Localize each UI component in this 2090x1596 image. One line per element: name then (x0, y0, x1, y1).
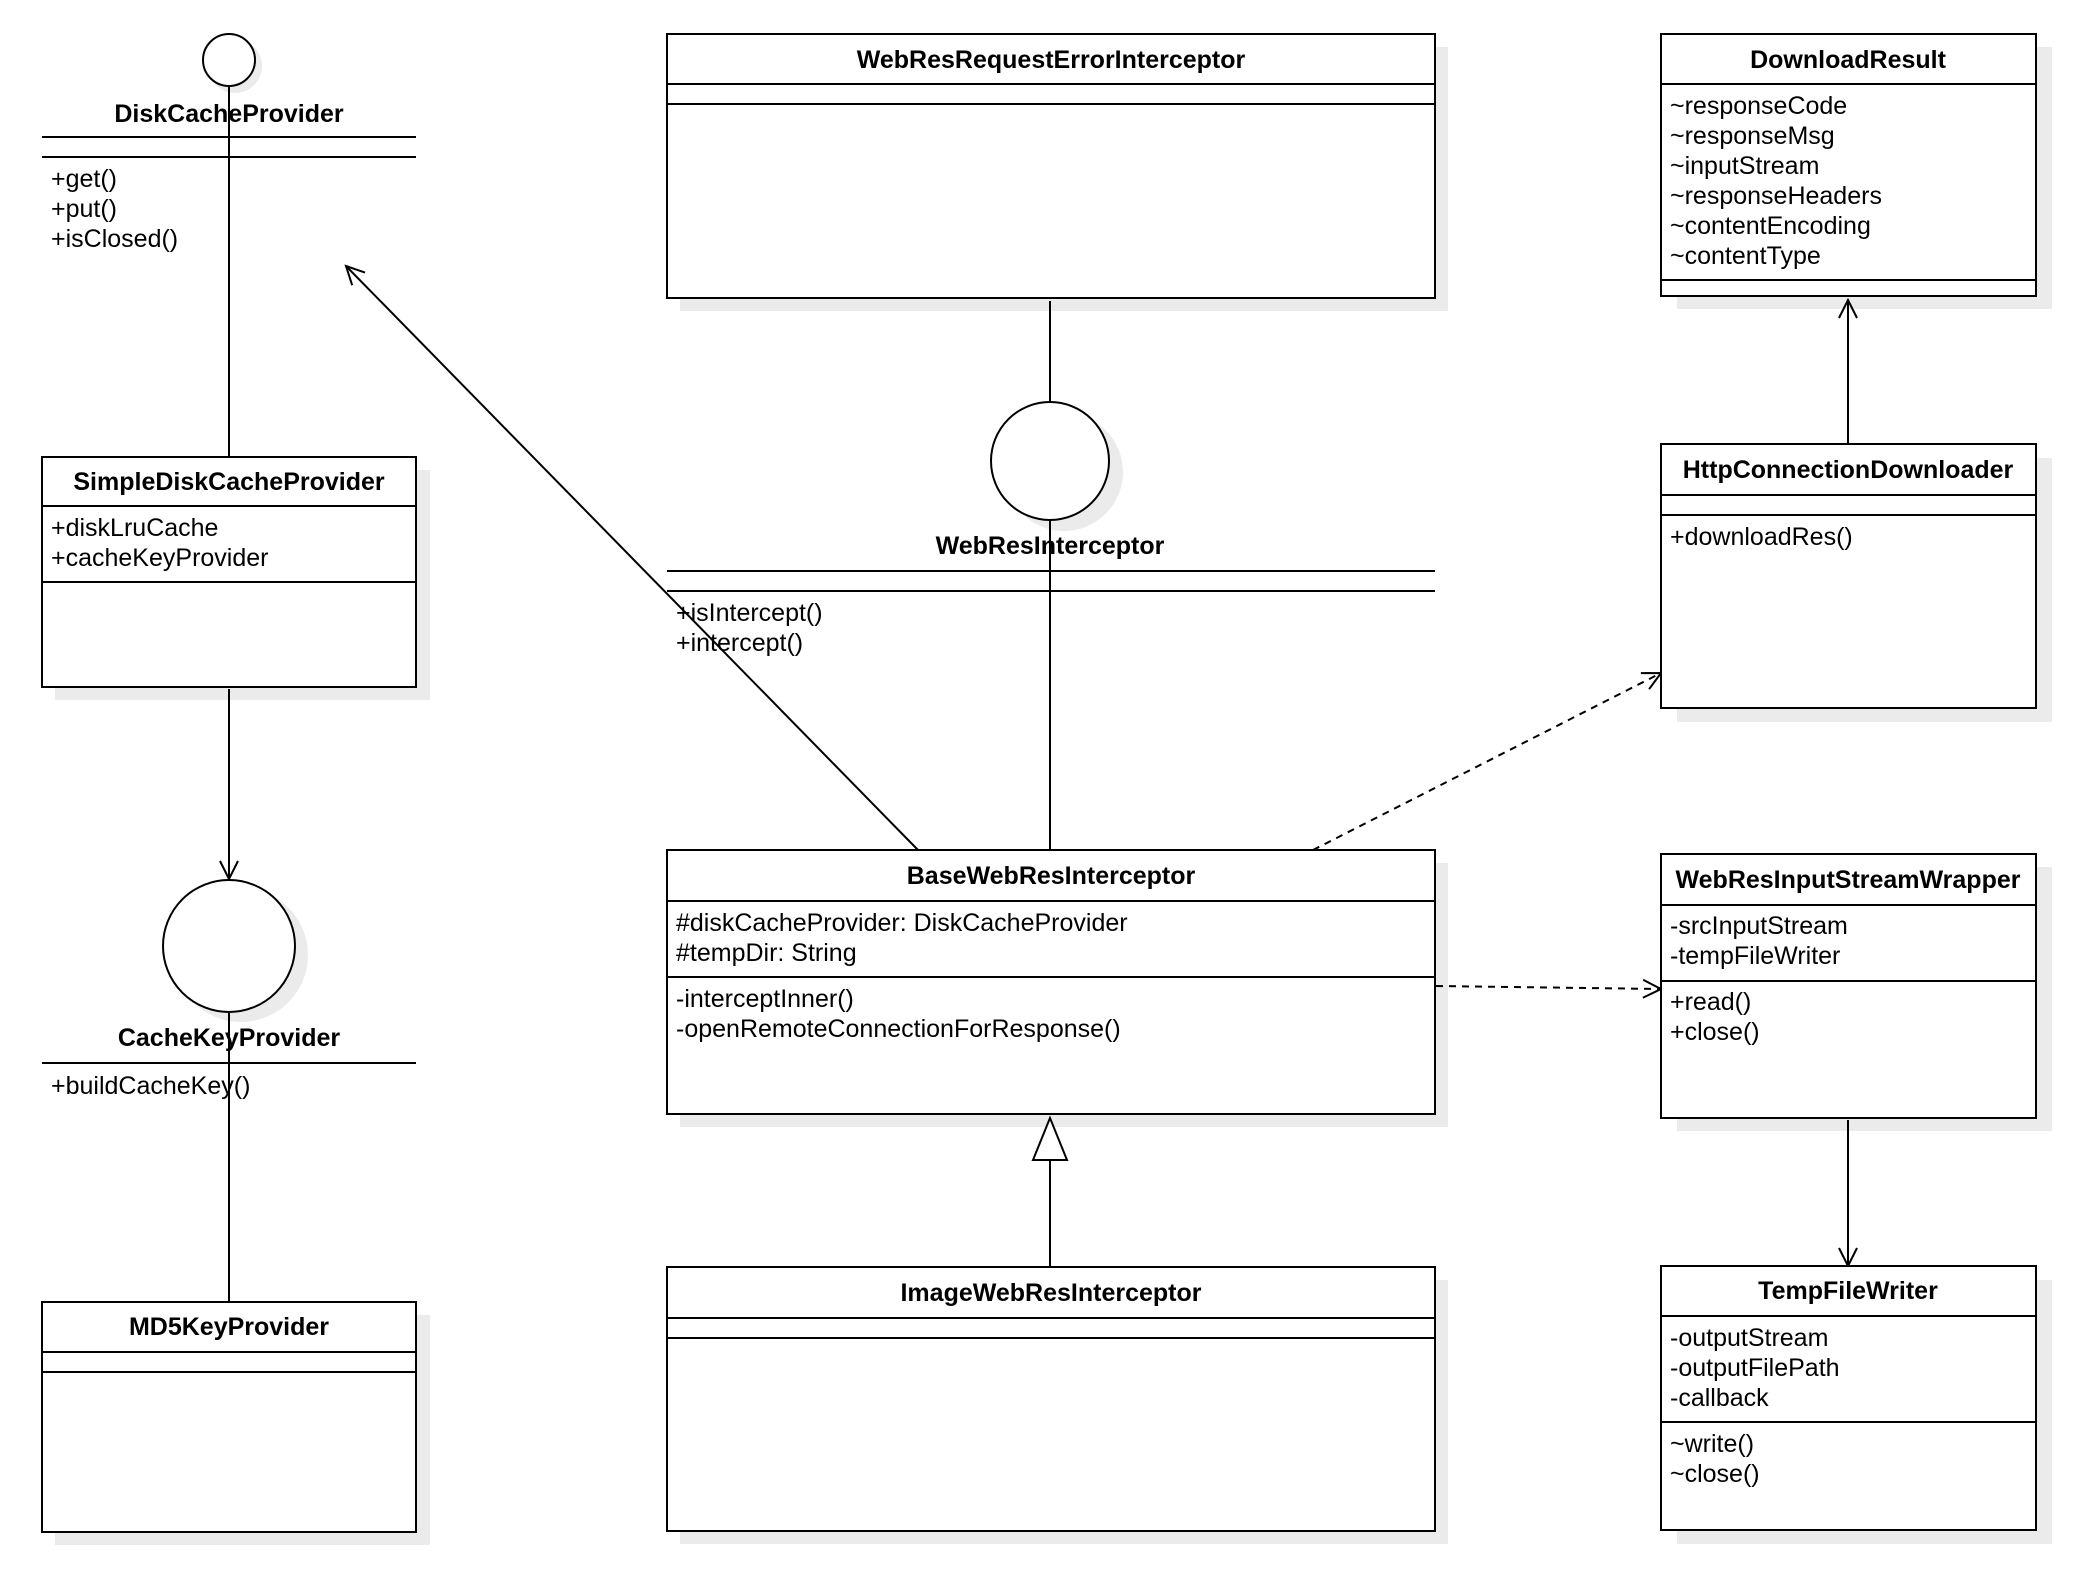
attribute-label: +diskLruCache (51, 514, 219, 542)
attribute-label: ~responseCode (1670, 92, 1848, 120)
class-md5-key-provider[interactable] (42, 1302, 416, 1532)
class-web-res-request-error-interceptor[interactable] (667, 34, 1435, 298)
method-label: -interceptInner() (676, 985, 854, 1013)
attribute-label: ~contentType (1670, 242, 1821, 270)
class-http-connection-downloader[interactable] (1661, 444, 2036, 708)
class-name: DownloadResult (1750, 46, 1946, 74)
interface-name: WebResInterceptor (935, 532, 1165, 560)
attribute-label: -outputStream (1670, 1324, 1829, 1352)
attribute-label: #diskCacheProvider: DiskCacheProvider (676, 909, 1128, 937)
class-download-result[interactable] (1661, 34, 2036, 296)
method-label: +isIntercept() (676, 599, 823, 627)
class-name: HttpConnectionDownloader (1682, 456, 2014, 484)
attribute-label: #tempDir: String (676, 939, 857, 967)
attribute-label: -tempFileWriter (1670, 942, 1841, 970)
class-name: MD5KeyProvider (128, 1313, 330, 1341)
dependency-base-to-stream-wrapper (1436, 986, 1661, 989)
class-name: WebResRequestErrorInterceptor (856, 46, 1246, 74)
class-name: TempFileWriter (1758, 1277, 1938, 1305)
method-label: -openRemoteConnectionForResponse() (676, 1015, 1121, 1043)
attribute-label: -outputFilePath (1670, 1354, 1840, 1382)
class-name: BaseWebResInterceptor (906, 862, 1196, 890)
class-name: ImageWebResInterceptor (900, 1279, 1202, 1307)
attribute-label: ~inputStream (1670, 152, 1820, 180)
class-name: WebResInputStreamWrapper (1675, 866, 2021, 894)
attribute-label: ~responseHeaders (1670, 182, 1882, 210)
interface-name: DiskCacheProvider (114, 100, 344, 128)
attribute-label: ~contentEncoding (1670, 212, 1871, 240)
method-label: ~write() (1670, 1430, 1755, 1458)
interface-lollipop-icon (163, 880, 295, 1012)
method-label: +intercept() (676, 629, 804, 657)
class-simple-disk-cache-provider[interactable] (42, 457, 416, 687)
method-label: ~close() (1670, 1460, 1760, 1488)
class-temp-file-writer[interactable] (1661, 1266, 2036, 1530)
interface-lollipop-icon (203, 34, 255, 86)
method-label: +close() (1670, 1018, 1760, 1046)
class-web-res-input-stream-wrapper[interactable] (1661, 854, 2036, 1118)
method-label: +get() (51, 165, 118, 193)
attribute-label: +cacheKeyProvider (51, 544, 269, 572)
method-label: +buildCacheKey() (51, 1072, 251, 1100)
class-base-web-res-interceptor[interactable] (667, 850, 1435, 1114)
interface-lollipop-icon (991, 402, 1109, 520)
dependency-base-to-diskcache (346, 266, 918, 850)
method-label: +read() (1670, 988, 1752, 1016)
interface-name: CacheKeyProvider (117, 1024, 341, 1052)
method-label: +put() (51, 195, 118, 223)
dependency-base-to-http-downloader (1313, 673, 1661, 850)
method-label: +downloadRes() (1670, 523, 1853, 551)
method-label: +isClosed() (51, 225, 179, 253)
class-image-web-res-interceptor[interactable] (667, 1267, 1435, 1531)
class-name: SimpleDiskCacheProvider (73, 468, 385, 496)
attribute-label: -callback (1670, 1384, 1769, 1412)
attribute-label: ~responseMsg (1670, 122, 1835, 150)
attribute-label: -srcInputStream (1670, 912, 1848, 940)
